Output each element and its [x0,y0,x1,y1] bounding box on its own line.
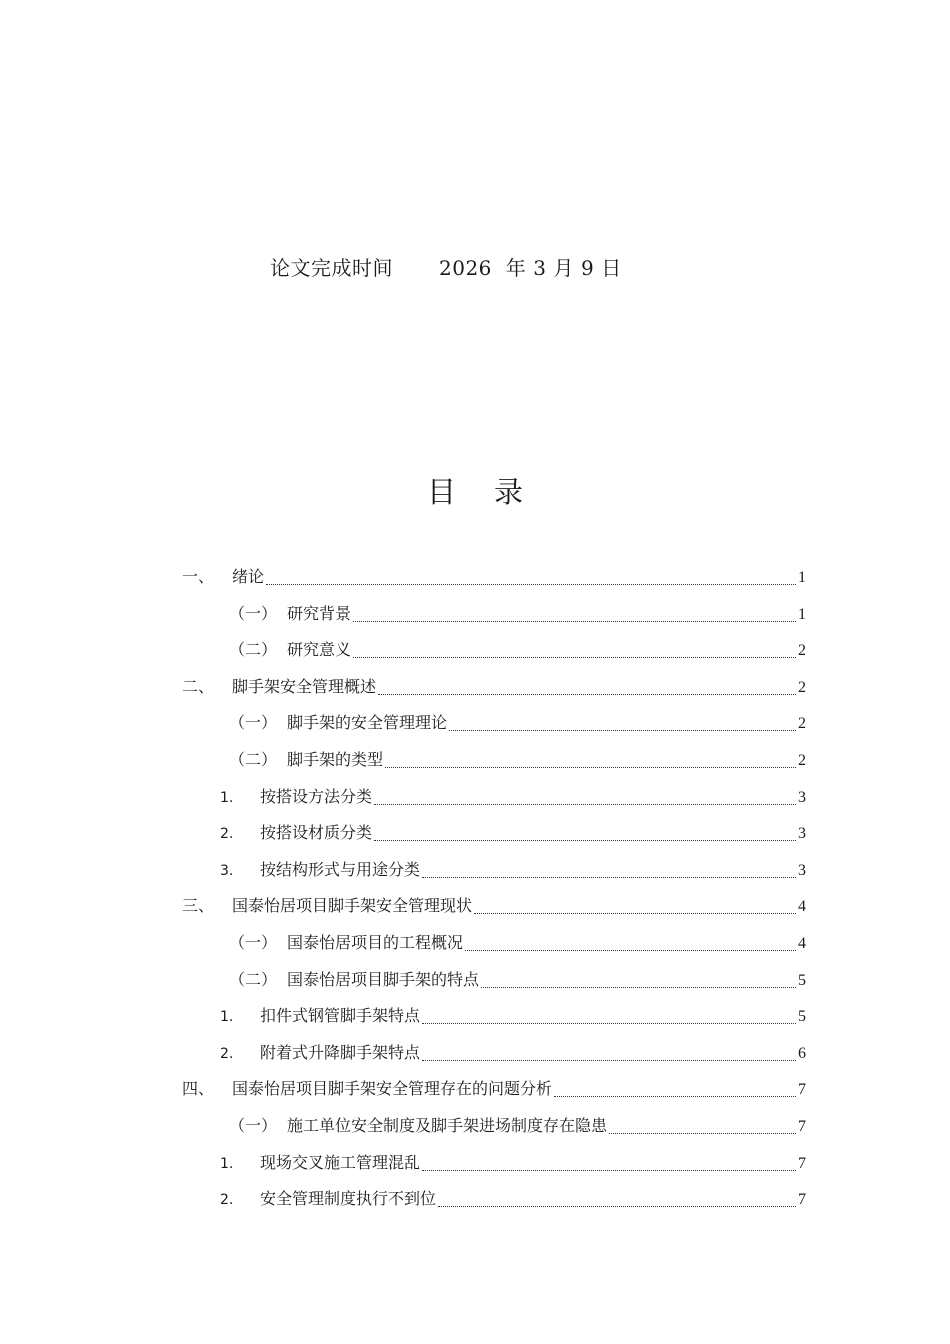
day-unit: 日 [601,256,622,280]
toc-entry-number: 3. [220,862,234,879]
year-unit: 年 [505,256,527,280]
toc-entry-number: 2. [220,1045,234,1062]
toc-entry[interactable] [220,783,806,811]
toc-entry-number: （一） [229,603,278,623]
toc-entry-title: 安全管理制度执行不到位 [260,1189,437,1209]
toc-title: 目录 [426,475,561,509]
toc-entry-page: 5 [798,971,806,989]
toc-entry-page: 5 [798,1008,806,1026]
toc-entry-number: （二） [229,969,278,989]
toc-entry-page: 2 [798,642,806,660]
toc-entry-number: 二、 [182,676,215,696]
completion-day: 9 [581,256,595,280]
month-unit: 月 [553,256,574,280]
toc-entry-page: 3 [798,788,806,806]
toc-entry-page: 2 [798,715,806,733]
toc-leader-dots [609,1132,796,1134]
toc-entry-title: 脚手架安全管理概述 [232,676,377,696]
toc-leader-dots [353,656,796,658]
toc-entry[interactable] [220,819,806,847]
toc-entry-number: 1. [220,789,234,806]
toc-leader-dots [474,912,796,914]
toc-entry[interactable] [220,1185,806,1213]
toc-leader-dots [449,729,796,731]
toc-entry-title: 研究意义 [287,640,352,660]
toc-entry-title: 附着式升降脚手架特点 [260,1042,421,1062]
toc-entry-title: 脚手架的安全管理理论 [287,713,448,733]
completion-month: 3 [533,256,547,280]
toc-entry-title: 按搭设材质分类 [260,823,373,843]
toc-entry[interactable] [182,673,806,701]
toc-entry-title: 扣件式钢管脚手架特点 [260,1006,421,1026]
toc-entry-page: 6 [798,1044,806,1062]
toc-entry-page: 2 [798,752,806,769]
toc-entry-page: 3 [798,825,806,843]
toc-entry-number: （一） [229,713,278,733]
toc-entry[interactable] [220,1002,806,1030]
toc-entry[interactable] [220,1149,806,1177]
toc-entry[interactable] [229,709,806,737]
toc-entry-number: 四、 [182,1079,215,1099]
toc-entry[interactable] [182,563,806,591]
toc-leader-dots [422,1169,796,1171]
toc-entry-number: （二） [229,750,278,769]
toc-entry-page: 7 [798,1118,806,1135]
toc-leader-dots [266,583,796,585]
toc-entry[interactable] [229,746,806,774]
toc-entry-page: 7 [798,1081,806,1099]
toc-leader-dots [422,876,796,878]
toc-entry-number: 三、 [182,896,215,916]
toc-entry[interactable] [229,636,806,664]
toc-leader-dots [422,1059,796,1061]
toc-leader-dots [385,766,796,768]
toc-entry-page: 7 [798,1191,806,1209]
toc-entry-number: 一、 [182,567,215,586]
toc-entry-number: （一） [229,1116,278,1135]
toc-entry-number: 1. [220,1009,234,1026]
toc-leader-dots [353,620,796,622]
toc-entry-title: 按结构形式与用途分类 [260,859,421,879]
toc-entry-title: 国泰怡居项目脚手架的特点 [287,969,480,989]
toc-leader-dots [374,839,796,841]
toc-entry[interactable] [220,1039,806,1067]
toc-entry[interactable] [182,892,806,920]
toc-leader-dots [438,1205,796,1207]
toc-leader-dots [481,986,796,988]
toc-entry-page: 1 [798,605,806,623]
toc-entry-title: 研究背景 [287,603,352,623]
toc-leader-dots [422,1022,796,1024]
toc-entry-title: 国泰怡居项目脚手架安全管理现状 [232,896,473,916]
toc-entry-title: 按搭设方法分类 [260,786,373,806]
toc-leader-dots [465,949,796,951]
toc-entry-page: 3 [798,861,806,879]
toc-entry-title: 施工单位安全制度及脚手架进场制度存在隐患 [287,1116,608,1135]
toc-entry-title: 脚手架的类型 [287,750,384,769]
completion-label: 论文完成时间 [270,256,393,280]
toc-leader-dots [554,1095,796,1097]
toc-entry-title: 国泰怡居项目脚手架安全管理存在的问题分析 [232,1079,553,1099]
toc-entry-page: 2 [798,678,806,696]
toc-entry-title: 现场交叉施工管理混乱 [260,1152,421,1172]
toc-entry[interactable] [229,929,806,957]
toc-leader-dots [378,693,796,695]
toc-entry-number: （一） [229,933,278,952]
toc-entry[interactable] [182,1075,806,1103]
toc-entry[interactable] [229,1112,806,1140]
completion-year: 2026 [439,256,492,280]
toc-entry-number: 2. [220,1192,234,1209]
toc-entry-page: 7 [798,1154,806,1172]
toc-entry-number: 1. [220,1155,234,1172]
toc-entry-title: 国泰怡居项目的工程概况 [287,933,464,952]
toc-entry-number: 2. [220,826,234,843]
toc-entry[interactable] [229,600,806,628]
toc-entry-title: 绪论 [232,567,265,586]
toc-entry-page: 4 [798,935,806,952]
toc-entry-page: 1 [798,569,806,586]
toc-entry-number: （二） [229,640,278,660]
toc-entry[interactable] [229,966,806,994]
toc-entry-page: 4 [798,898,806,916]
toc-leader-dots [374,803,796,805]
toc-entry[interactable] [220,856,806,884]
completion-date-line [270,252,629,281]
